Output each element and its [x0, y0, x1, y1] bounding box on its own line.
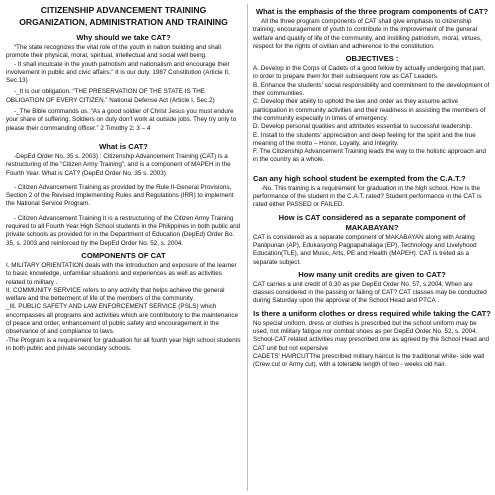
program-requirement: -The Program is a requirement for graduation for all fourth year high school students in both public and private secondary schools.	[6, 336, 241, 352]
unit-credits-paragraph: CAT carries a unit credit of 0.30 as per DepEd Order No. 57, s.2004. When are classes considered in the passing or failing of CAT? CAT classes may be conducted during Saturday upon the approval of the School Head and PTCA .	[253, 280, 487, 305]
objective-d: D. Develop personal qualities and attributes essential to successful leadership.	[253, 123, 473, 131]
emphasis-heading: What is the emphasis of the three program components of CAT?	[255, 7, 489, 16]
why-paragraph-1: “The state recognizes the vital role of the youth in nation building and shall promote their physical, moral, spiritual, intellectual and social well being.	[6, 44, 221, 60]
why-paragraph-4: -_The Bible commands us. “As a good soldier of Christ Jesus you must endure your share of suffering. Soldiers on duty don't work at outside jobs. They try only to please their commanding officer.” 2 Timothy 2: 3 – 4	[6, 108, 237, 132]
component-1: I. MILITARY ORIENTATION deals with the introduction and exposure of the learner to basic knowledge, unfamiliar situations and experiences as well as activities related to military .	[6, 261, 237, 286]
objective-e: E. Install to the students' appreciation and deep feeling for the spirit and the true meaning of the motto – Honor, Loyalty, and Integrity.	[253, 131, 476, 147]
unit-credits-heading: How many unit credits are given to CAT?	[298, 269, 446, 279]
exemption-heading: Can any high school student be exempted from the C.A.T.?	[253, 173, 466, 183]
why-paragraph-2: - It shall inculcate in the youth patriotism and nationalism and encourage their involvement in public and civic affairs.” It is our duty. 1987 Constitution (Article II, Sec.13)	[6, 60, 230, 85]
component-2: II. COMMUNITY SERVICE refers to any activity that helps achieve the general welfare and the betterment of life of the members of the community.	[6, 286, 225, 303]
haircut-paragraph: CADETS' HAIRCUTThe prescribed military haircut is the traditional white- side wall (Crew cut or Army cut), with a tolerable length of two - weeks old hair.	[253, 352, 485, 369]
objective-c: C. Develop their ability to uphold the law and order as they assume active participation in community activities and their readiness in assisting the members of the community especially in times of emergency.	[253, 98, 486, 122]
component-3: _III. PUBLIC SAFETY AND LAW ENFORCEMENT SERVICE (PSLS) which encompasses all programs and activities which are contributory to the maintenance of peace and order, enhancement of public safety and encouragement in the observance of and compliance to laws.	[6, 303, 239, 336]
what-paragraph-1: -DepEd Order No. 35 s. 2003) : Citizenship Advancement Training (CAT) is a restructuring of the “Citizen Army Training”, and is a component of MAPEH in the Fourth Year. What is CAT? (DepEd Order No. 35 s. 2003)	[6, 152, 231, 177]
uniform-paragraph: No special uniform, dress or clothes is prescribed but the school uniform may be used, not military fatigue nor combat shoes as per DepEd Order No. 52, s. 2004. School-CAT related activities may prescribed one as agreed by the School Head and CAT unit but not expensive	[253, 319, 490, 352]
emphasis-paragraph: All the three program components of CAT shall give emphasis to citizenship training, encouragement of youth to contribute in the improvement of the general welfare and quality of life of the community, and instilling patriotism, moral, virtues, respect for the rights of civilian and adherence to the constitution.	[253, 18, 482, 50]
makabayan-heading: How is CAT considered as a separate component of MAKABAYAN?	[278, 212, 466, 232]
objective-a: A. Develop in the Corps of Cadets of a good fellow by actually undergoing that part, in order to prepare them for their subsequent role as CAT Leaders.	[253, 65, 486, 81]
what-paragraph-2: - Citizen Advancement Training as provided by the Rule II-General Provisions, Section 2 of the Revised Implementing Rules and Regulations (IRR) to implement the National Service Program.	[6, 183, 234, 208]
why-paragraph-3: -_It is our obligation. “THE PRESERVATION OF THE STATE IS THE OBLIGATION OF EVERY CITIZEN.” National Defense Act (Article I, Sec.2)	[6, 88, 215, 104]
column-divider	[247, 4, 248, 491]
right-column	[253, 4, 491, 373]
document-title: CITIZENSHIP ADVANCEMENT TRAINING ORGANIZATION, ADMINISTRATION AND TRAINING	[19, 5, 228, 27]
why-heading: Why should we take CAT?	[76, 33, 171, 42]
uniform-heading: Is there a uniform clothes or dress required while taking the CAT?	[253, 308, 491, 318]
what-heading: What is CAT?	[99, 141, 148, 151]
exemption-paragraph: -No. This training is a requirement for graduation in the high school. How is the performance of the student in the C.A.T. rated? Student performance in the CAT is rated either PASSED or FAILED.	[253, 184, 482, 209]
left-column	[6, 4, 241, 356]
what-paragraph-3: - Citizen Advancement Training It is a restructuring of the Citizen Army Training required to all Fourth Year High School students in the Philippines in both public and private schools as provided for in the Department of Education (DepEd) Order Bo. 35, s. 2003 and reinforced by the DepEd Order No. 52, s. 2004.	[6, 214, 241, 247]
objective-b: B. Enhance the students' social responsibility and commitment to the development of their communities.	[253, 81, 490, 98]
makabayan-paragraph: CAT is considered as a separate component of MAKABAYAN along with Araling Panlipunan (AP), Edukasyong Pagpapahalaga (EP), Technology and Livelyhood Education(TLE), and Music, Arts, PE and Health (MAPEH). CAT is treted as a separate subject.	[253, 233, 477, 266]
objectives-heading: OBJECTIVES :	[345, 54, 399, 64]
objective-f: F. The Citizenship Advancement Training leads the way to the holistic approach and in the country as a whole.	[253, 148, 487, 164]
components-heading: COMPONENTS OF CAT	[81, 250, 166, 260]
